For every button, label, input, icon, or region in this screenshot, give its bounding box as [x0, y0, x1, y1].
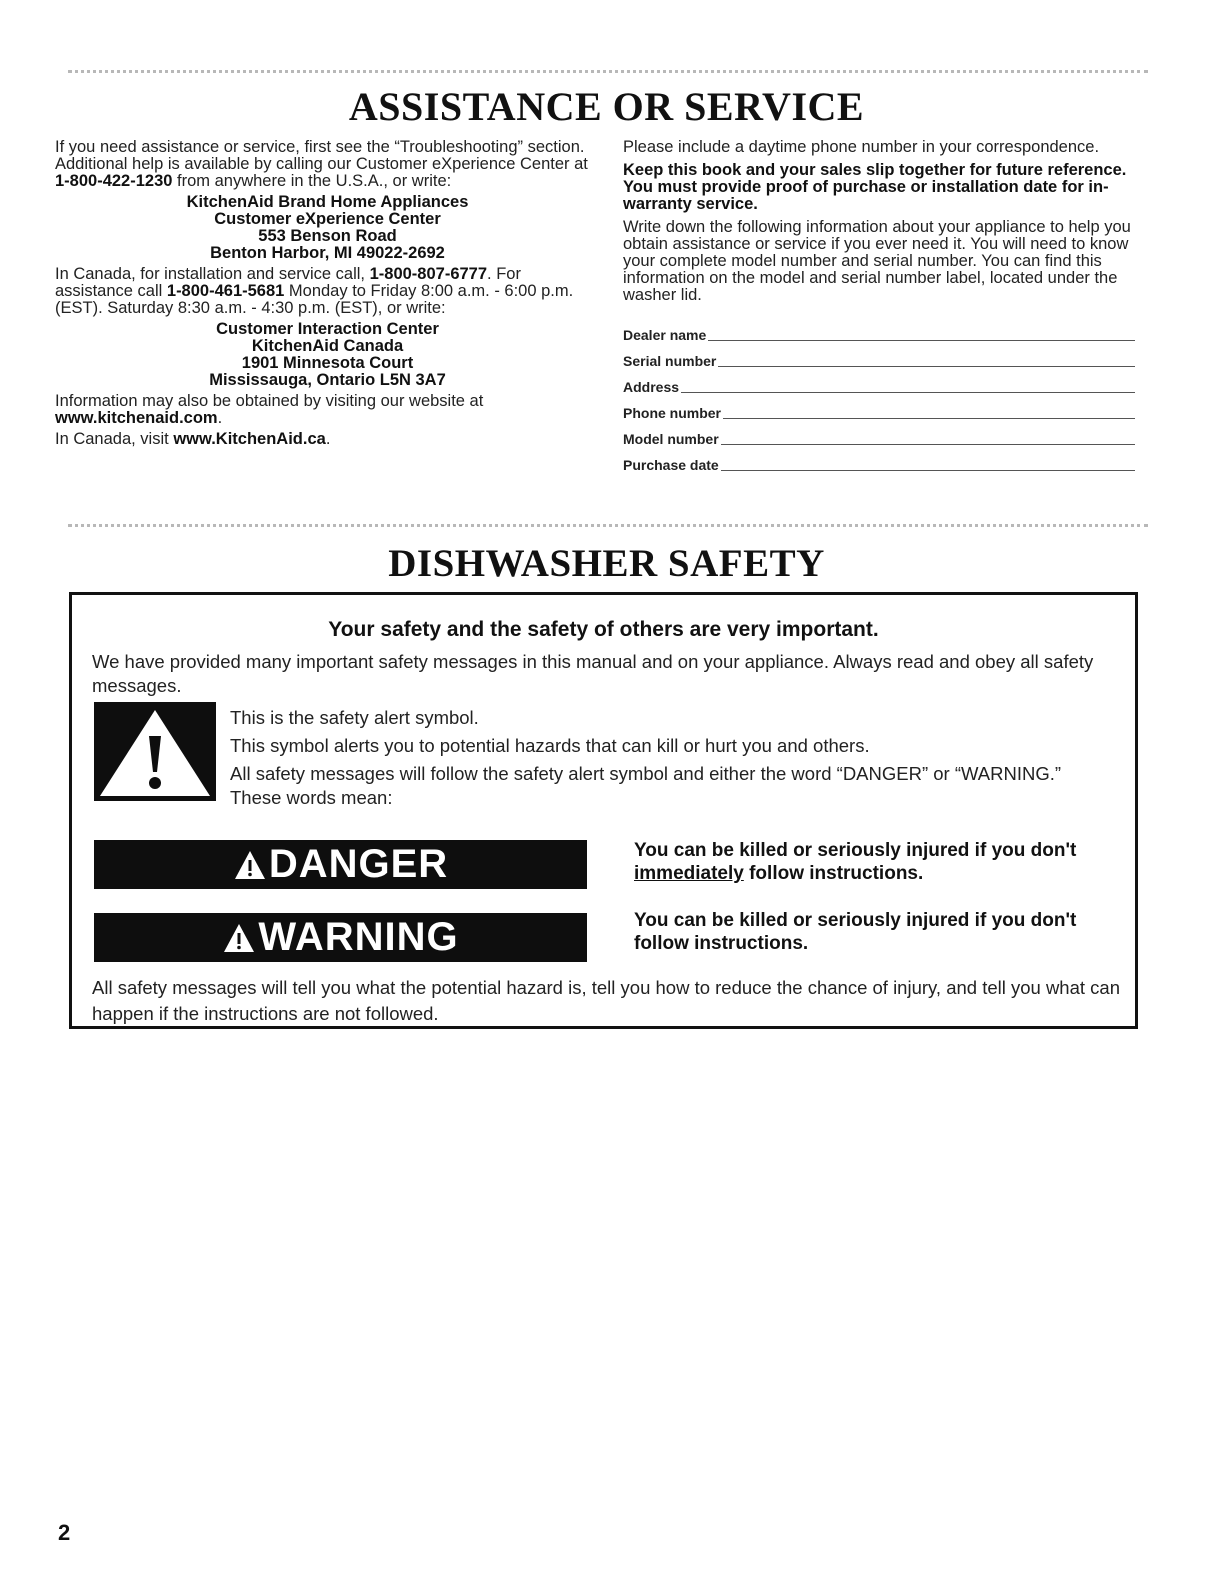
website-link-canada[interactable]: www.KitchenAid.ca — [173, 430, 326, 448]
keep-receipt-note: Keep this book and your sales slip together for future reference. You must provide proof of purchase or installation date for in-warranty service. — [623, 161, 1127, 213]
alert-explanation: This is the safety alert symbol. This symbol alerts you to potential hazards that can kill or hurt you and others. All safety messages will follow the safety alert symbol and either the word “DANGER” or “WARNING.” These words mean: — [230, 707, 1062, 808]
warning-alert-icon — [222, 922, 256, 954]
assistance-left-column — [55, 139, 600, 452]
assistance-title: ASSISTANCE OR SERVICE — [348, 84, 865, 129]
safety-intro: We have provided many important safety messages in this manual and on your appliance. Always read and obey all safety messages. — [92, 651, 1094, 696]
assistance-intro: If you need assistance or service, first see the “Troubleshooting” section. Additional help is available by calling our Customer eXperience Center at 1-800-422-1230 from anywhere in the U.S.A., or write: — [55, 138, 588, 190]
middle-divider — [68, 524, 1148, 527]
safety-box-title: Your safety and the safety of others are very important. — [328, 618, 879, 641]
safety-box — [69, 592, 1138, 1029]
safety-outro: All safety messages will tell you what the potential hazard is, tell you how to reduce the chance of injury, and tell you what can happen if the instructions are not followed. — [92, 977, 1120, 1024]
warning-message: You can be killed or seriously injured if you don't follow instructions. — [634, 910, 1077, 954]
canada-website-info: In Canada, visit www.KitchenAid.ca. — [55, 430, 331, 448]
top-divider — [68, 70, 1148, 73]
phone-number-field[interactable]: Phone number — [623, 396, 1135, 422]
website-link-us[interactable]: www.kitchenaid.com — [55, 409, 218, 427]
canada-service-info: In Canada, for installation and service call, 1-800-807-6777. For assistance call 1-800-461-5681 Monday to Friday 8:00 a.m. - 6:00 p.m. (EST). Saturday 8:30 a.m. - 4:30 p.m. (EST), or write: — [55, 265, 574, 317]
safety-title: DISHWASHER SAFETY — [388, 542, 825, 585]
record-fields — [623, 318, 1135, 474]
dealer-name-field[interactable]: Dealer name — [623, 318, 1135, 344]
us-mailing-address: KitchenAid Brand Home Appliances Customer eXperience Center 553 Benson Road Benton Harbor, MI 49022-2692 — [186, 193, 469, 262]
warning-label: WARNING — [258, 915, 459, 959]
assistance-right-column — [623, 139, 1143, 474]
phone-note: Please include a daytime phone number in your correspondence. — [623, 138, 1100, 156]
page-number: 2 — [58, 1520, 71, 1545]
danger-banner — [94, 840, 587, 889]
website-info: Information may also be obtained by visiting our website at www.kitchenaid.com. — [55, 392, 484, 427]
write-down-note: Write down the following information about your appliance to help you obtain assistance or service if you ever need it. You will need to know your complete model number and serial number. You can find this information on the model and serial number label, located under the washer lid. — [623, 218, 1131, 304]
address-field[interactable]: Address — [623, 370, 1135, 396]
danger-label: DANGER — [268, 842, 449, 886]
warning-banner — [94, 913, 587, 962]
danger-alert-icon — [233, 849, 267, 881]
safety-alert-triangle-icon — [94, 702, 216, 801]
model-number-field[interactable]: Model number — [623, 422, 1135, 448]
serial-number-field[interactable]: Serial number — [623, 344, 1135, 370]
customer-center-phone: 1-800-422-1230 — [55, 172, 173, 190]
purchase-date-field[interactable]: Purchase date — [623, 448, 1135, 474]
canada-mailing-address: Customer Interaction Center KitchenAid Canada 1901 Minnesota Court Mississauga, Ontario L5N 3A7 — [209, 320, 446, 389]
danger-message: You can be killed or seriously injured if you don't immediately follow instructions. — [634, 840, 1077, 884]
